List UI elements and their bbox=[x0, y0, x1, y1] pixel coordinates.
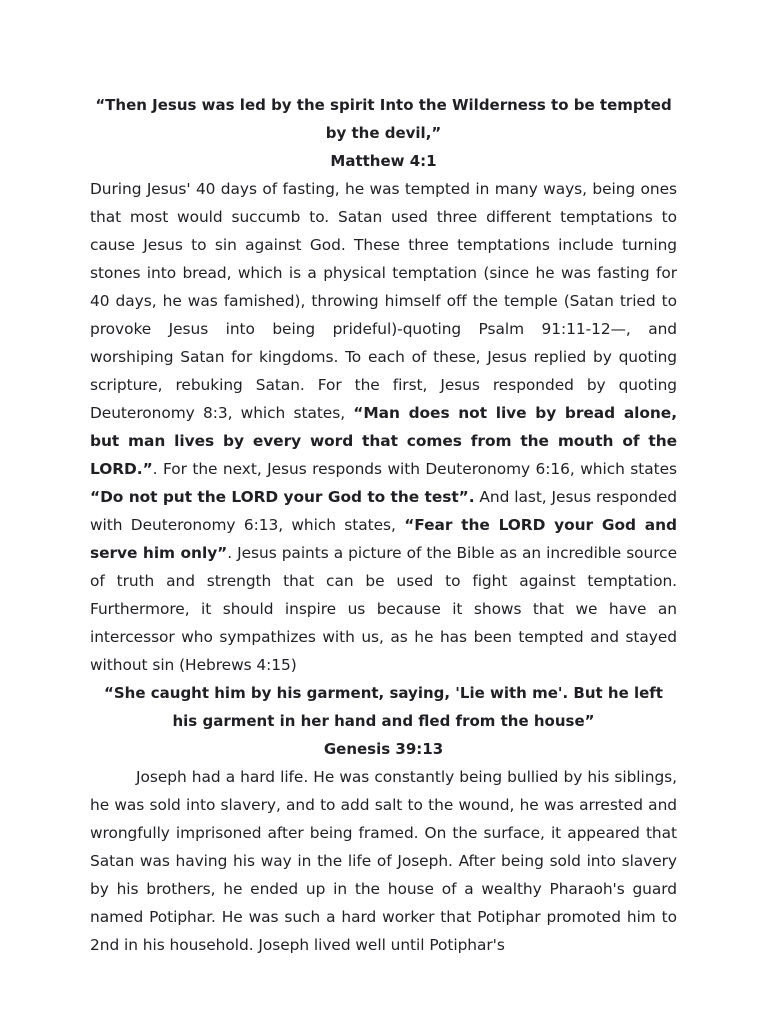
quote-text: “She caught him by his garment, saying, 'Lie with me'. But he left his garment in her hand and fled from the house” bbox=[104, 684, 663, 730]
paragraph-text: And last, Jesus responded with Deuteronomy 6:13, which states, bbox=[90, 488, 678, 534]
paragraph-text: During Jesus' 40 days of fasting, he was tempted in many ways, being ones that most would succumb to. Satan used three different temptations to cause Jesus to sin against God. These three temptations include turning stones into bread, which is a physical temptation (since he was fasting for 40 days, he was famished), throwing himself off the temple (Satan tried to provoke Jesus into being prideful)-quoting Psalm 91:11-12—, and worshiping Satan for kingdoms. To each of these, Jesus replied by quoting scripture, rebuking Satan. For the first, Jesus responded by quoting Deuteronomy 8:3, which states, bbox=[90, 180, 677, 422]
scripture-quote-2 bbox=[90, 679, 677, 763]
quote-reference: Matthew 4:1 bbox=[330, 152, 437, 170]
body-paragraph-2: Joseph had a hard life. He was constantly being bullied by his siblings, he was sold into slavery, and to add salt to the wound, he was arrested and wrongfully imprisoned after being framed. On the surface, it appeared that Satan was having his way in the life of Joseph. After being sold into slavery by his brothers, he ended up in the house of a wealthy Pharaoh's guard named Potiphar. He was such a hard worker that Potiphar promoted him to 2nd in his household. Joseph lived well until Potiphar's bbox=[90, 768, 677, 954]
quote-reference: Genesis 39:13 bbox=[323, 740, 444, 758]
body-paragraph-1 bbox=[90, 175, 677, 679]
bold-quote: “Man does not live by bread alone, but man lives by every word that comes from the mouth of the LORD.” bbox=[90, 404, 677, 478]
quote-text: “Then Jesus was led by the spirit Into the Wilderness to be tempted by the devil,” bbox=[95, 96, 672, 142]
paragraph-text: . For the next, Jesus responds with Deuteronomy 6:16, which states bbox=[152, 460, 677, 478]
page-content bbox=[90, 91, 677, 959]
bold-quote: “Fear the LORD your God and serve him only” bbox=[90, 516, 677, 562]
scripture-quote-1 bbox=[90, 91, 677, 175]
paragraph-text: . Jesus paints a picture of the Bible as an incredible source of truth and strength that can be used to fight against temptation. Furthermore, it should inspire us because it shows that we have an intercessor who sympathizes with us, as he has been tempted and stayed without sin (Hebrews 4:15) bbox=[90, 544, 678, 674]
bold-quote: “Do not put the LORD your God to the test”. bbox=[90, 488, 475, 506]
